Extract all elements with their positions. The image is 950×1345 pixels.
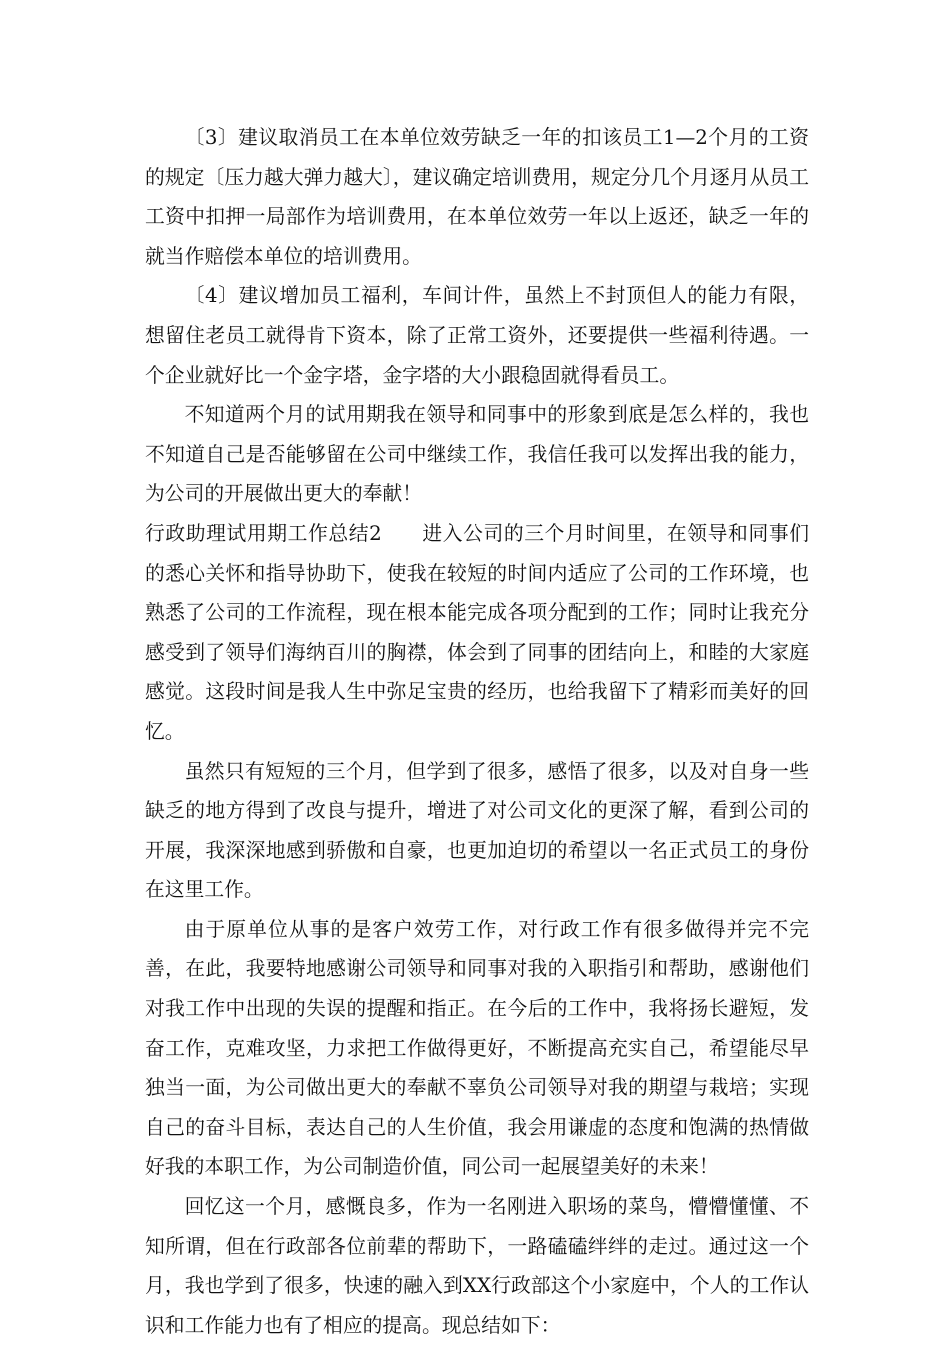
section-heading: 行政助理试用期工作总结2 bbox=[145, 521, 382, 545]
section-intro: 进入公司的三个月时间里，在领导和同事们的悉心关怀和指导协助下，使我在较短的时间内适应了公司的工作环境，也熟悉了公司的工作流程，现在根本能完成各项分配到的工作；同时让我充分感受到了领导们海纳百川的胸襟，体会到了同事的团结向上，和睦的大家庭感觉。这段时间是我人生中弥足宝贵的经历，也给我留下了精彩而美好的回忆。 bbox=[145, 521, 809, 743]
section-2-block bbox=[145, 514, 809, 752]
paragraph-one-month-review: 回忆这一个月，感慨良多，作为一名刚进入职场的菜鸟，懵懵懂懂、不知所谓，但在行政部各位前辈的帮助下，一路磕磕绊绊的走过。通过这一个月，我也学到了很多，快速的融入到XX行政部这个小家庭中，个人的工作认识和工作能力也有了相应的提高。现总结如下： bbox=[145, 1195, 809, 1337]
document-body bbox=[145, 118, 809, 1345]
paragraph-gratitude: 由于原单位从事的是客户效劳工作，对行政工作有很多做得并完不完善，在此，我要特地感谢公司领导和同事对我的入职指引和帮助，感谢他们对我工作中出现的失误的提醒和指正。在今后的工作中，我将扬长避短，发奋工作，克难攻坚，力求把工作做得更好，不断提高充实自己，希望能尽早独当一面，为公司做出更大的奉献不辜负公司领导对我的期望与栽培；实现自己的奋斗目标，表达自己的人生价值，我会用谦虚的态度和饱满的热情做好我的本职工作，为公司制造价值，同公司一起展望美好的未来！ bbox=[145, 917, 809, 1179]
paragraph-suggestion-3: 〔3〕建议取消员工在本单位效劳缺乏一年的扣该员工1—2个月的工资的规定〔压力越大弹力越大〕，建议确定培训费用，规定分几个月逐月从员工工资中扣押一局部作为培训费用，在本单位效劳一年以上返还，缺乏一年的就当作赔偿本单位的培训费用。 bbox=[145, 126, 809, 268]
paragraph-probation-reflection: 不知道两个月的试用期我在领导和同事中的形象到底是怎么样的，我也不知道自己是否能够留在公司中继续工作，我信任我可以发挥出我的能力，为公司的开展做出更大的奉献！ bbox=[145, 403, 809, 506]
paragraph-three-months: 虽然只有短短的三个月，但学到了很多，感悟了很多，以及对自身一些缺乏的地方得到了改良与提升，增进了对公司文化的更深了解，看到公司的开展，我深深地感到骄傲和自豪，也更加迫切的希望以一名正式员工的身份在这里工作。 bbox=[145, 759, 809, 902]
paragraph-suggestion-4: 〔4〕建议增加员工福利，车间计件，虽然上不封顶但人的能力有限，想留住老员工就得肯下资本，除了正常工资外，还要提供一些福利待遇。一个企业就好比一个金字塔，金字塔的大小跟稳固就得看员工。 bbox=[145, 284, 809, 387]
